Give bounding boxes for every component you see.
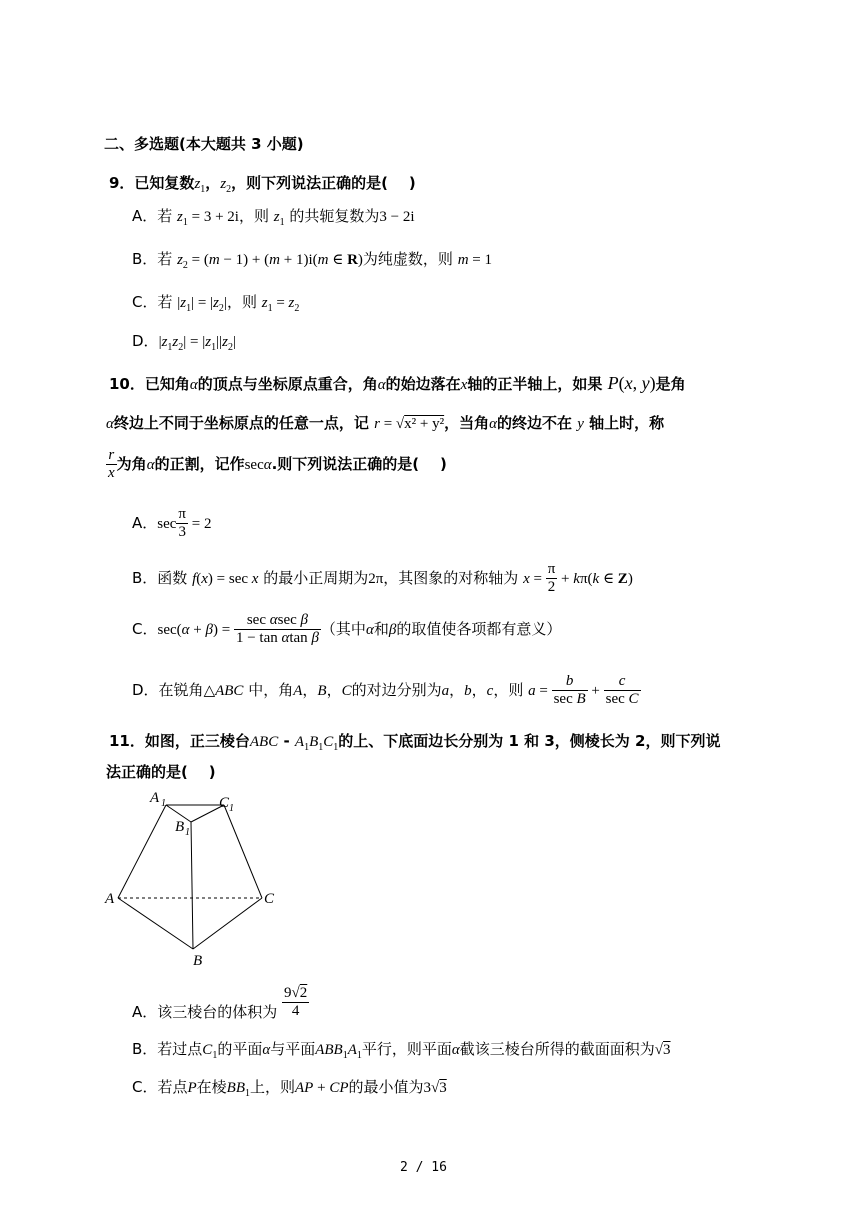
q10-option-b: B．函数 f(x) = sec x 的最小正周期为2π，其图象的对称轴为 x = $\frac{\pi}{2}$ + kπ(k ∈ Z) [132, 561, 633, 595]
svg-text:1: 1 [161, 798, 166, 809]
svg-text:1: 1 [185, 827, 190, 838]
q10-option-a: A．sec $\frac{\pi}{3}$ = 2 [132, 506, 212, 540]
q11-option-b: B．若过点$C_1$的平面α与平面$ABB_1A_1$平行，则平面α截该三棱台所得的截面面积为√3 [132, 1040, 671, 1061]
svg-text:C: C [219, 795, 230, 811]
label-b: B [193, 953, 203, 969]
q10-option-d: D．在锐角△ABC 中，角A，B，C的对边分别为a，b，c，则 a = $\frac{b}{\text{sec B}}$ + $\frac{c}{\text{sec C}}$ [132, 673, 639, 707]
section-heading: 二、多选题(本大题共 3 小题) [104, 135, 304, 153]
q9-option-c: C．若 $|z_1| = |z_2|$，则 $z_1 = z_2$ [132, 293, 300, 314]
q9-stem: 9．已知复数$z_1$，$z_2$，则下列说法正确的是( ) [109, 174, 416, 195]
label-a1 [149, 790, 166, 809]
frustum-figure [100, 785, 290, 970]
label-c: C [264, 891, 275, 907]
page-number: 2 / 16 [400, 1160, 447, 1175]
q11-option-a: A．该三棱台的体积为 $\frac{9√2}{4}$ [132, 985, 308, 1021]
svg-text:1: 1 [229, 803, 234, 814]
q9-option-a: A．若 $z_1 = 3 + 2i$，则 $z_1$ 的共轭复数为3 − 2i [132, 207, 415, 228]
label-a: A [105, 891, 115, 907]
svg-text:A: A [150, 790, 160, 806]
q11-stem-line1: 11．如图，正三棱台ABC - $A_1B_1C_1$的上、下底面边长分别为 1 和 3，侧棱长为 2，则下列说 [109, 732, 721, 753]
q10-stem-line3: $\frac{r}{x}$ 为角α的正割，记作secα.则下列说法正确的是( ) [108, 447, 447, 481]
q9-option-b: B．若 $z_2 = (m - 1) + (m + 1)i(m$ ∈ R)为纯虚数，则 m = 1 [132, 250, 492, 271]
q9-option-d: D．$|z_1z_2| = |z_1||z_2|$ [132, 332, 236, 353]
svg-text:B: B [175, 819, 185, 835]
q10-stem-line1: 10．已知角α的顶点与坐标原点重合，角α的始边落在x轴的正半轴上，如果 P(x, y)是角 [109, 373, 686, 393]
q10-stem-line2: α终边上不同于坐标原点的任意一点，记 r = √x² + y²，当角α的终边不在 y 轴上时，称 [106, 414, 665, 432]
q11-stem-line2: 法正确的是( ) [106, 763, 216, 781]
q10-option-c: C．sec(α + β) = $\frac{\text{sec αsec β}}{\text{1 − tan αtan β}}$ （其中α和β的取值使各项都有意义） [132, 612, 562, 646]
q11-option-c: C．若点P在棱$BB_1$上，则AP + CP的最小值为3√3 [132, 1078, 447, 1099]
label-b1 [175, 819, 190, 838]
